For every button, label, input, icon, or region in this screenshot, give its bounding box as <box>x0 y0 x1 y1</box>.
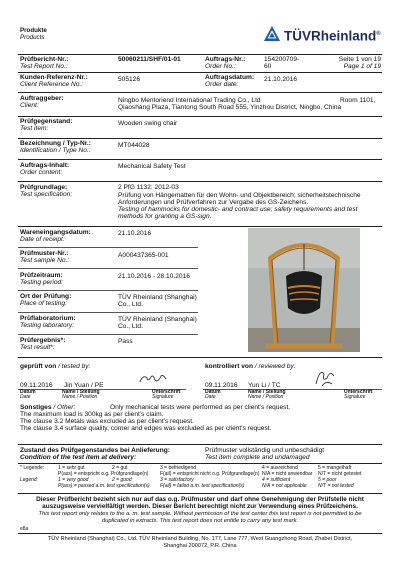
signature-mark-icon <box>138 372 168 386</box>
legend-item: F(ail) = failed a.m. test specification(s) <box>160 483 245 489</box>
client-room: Room 1101, <box>340 97 376 104</box>
order-date-value: 21.10.2016 <box>264 76 298 83</box>
col-name-label-en: Name / Position <box>62 394 98 400</box>
form-code: e8a <box>20 526 29 532</box>
col-signature-label: Unterschrift <box>152 389 181 395</box>
other-label: Sonstiges / Other: <box>20 404 76 411</box>
client-ref-value: 505126 <box>118 76 141 83</box>
order-no-label: Auftrags-Nr.: <box>205 56 246 63</box>
legend-item: 5 = poor <box>318 477 337 483</box>
brand-name: TÜVRheinland® <box>284 28 381 44</box>
legend-item: N/A = nicht anwendbar <box>262 471 313 477</box>
lab-value-1: TÜV Rheinland (Shanghai) <box>118 316 197 323</box>
tested-by-label: geprüft von / tested by: <box>20 363 91 370</box>
legend-item: N/T = nicht getestet <box>318 471 362 477</box>
condition-value: Prüfmuster vollständig und unbeschädigt <box>205 447 325 454</box>
legend-item: 2 = good <box>112 477 132 483</box>
col-date-label-right-en: Date <box>205 394 216 400</box>
condition-label-en: Condition of the test item at delivery: <box>20 454 137 461</box>
order-content-value: Mechanical Safety Test <box>118 163 186 170</box>
reviewed-by-label: kontrolliert von / reviewed by: <box>205 363 296 370</box>
page-number: Seite 1 von 19 <box>338 56 381 63</box>
legend-item: P(ass) = entspricht o.g. Prüfgrundlage(n) <box>58 471 149 477</box>
legend-item: 3 = satisfactory <box>160 477 194 483</box>
col-name-label-right: Name / Stellung <box>248 389 286 395</box>
legend-item: N/A = not applicable <box>262 483 307 489</box>
receipt-label-en: Date of receipt: <box>20 236 65 243</box>
disclaimer-de-1: Dieser Prüfbericht bezieht sich nur auf das o.g. Prüfmuster und darf ohne Genehmigung der Prüfstelle nicht <box>36 496 364 503</box>
lab-label-en: Testing laboratory: <box>20 322 75 329</box>
other-line-2: The maximum load is 300kg as per client's claim. <box>20 411 164 418</box>
test-item-label-en: Test item: <box>20 125 49 132</box>
legend-item: N/T = not tested <box>318 483 354 489</box>
reviewer-name: Yun Li / TC <box>248 382 281 389</box>
order-date-label: Auftragsdatum: <box>205 74 255 81</box>
condition-value-en: Test item complete and undamaged <box>205 454 310 461</box>
other-line-4: The clause 3.4 surface quality, corner and edges was excluded as per client's request. <box>20 425 272 432</box>
order-date-label-en: Order date: <box>205 81 239 88</box>
identification-value: MT044028 <box>118 142 150 149</box>
legend-item: 5 = mangelhaft <box>318 465 352 471</box>
disclaimer-en-2: duplicated in extracts. This test report does not entitle to carry any test mark. <box>101 518 299 524</box>
order-no-label-en: Order No.: <box>205 63 236 70</box>
report-no-label-en: Test Report No.: <box>20 63 68 70</box>
disclaimer-de-2: auszugsweise vervielfältigt werden. Dieser Bericht berechtigt nicht zur Verwendung eines Prüfzeichens. <box>42 503 358 510</box>
col-date-label-en: Date <box>20 394 31 400</box>
identification-label: Bezeichnung / Typ-Nr.: <box>20 140 91 147</box>
legend-item: 1 = sehr gut <box>58 465 85 471</box>
swing-chair-image <box>248 228 360 352</box>
place-label-en: Place of testing: <box>20 300 67 307</box>
client-label: Auftraggeber: <box>20 95 64 102</box>
test-spec-desc-en-2: methods for granting a GS-sign. <box>118 213 212 220</box>
reviewer-date: 09.11.2016 <box>205 382 238 389</box>
place-value-1: TÜV Rheinland (Shanghai) <box>118 294 197 301</box>
test-spec-desc-de-2: Anforderungen und Prüfverfahren zur Vergabe des GS-Zeichens. <box>118 199 309 206</box>
col-date-label: Datum <box>20 389 36 395</box>
order-content-label: Auftrags-Inhalt: <box>20 162 70 169</box>
legend-label-en: Legend: <box>20 477 39 483</box>
test-spec-label-en: Test specification: <box>20 191 73 198</box>
legend-item: P(ass) = passed a.m. test specification(s) <box>58 483 150 489</box>
footer-address-2: Shanghai 200072, P.R. China <box>163 543 237 549</box>
other-line-1: Only mechanical tests were performed as per client's request. <box>110 404 291 411</box>
place-value-2: Co., Ltd. <box>118 301 143 308</box>
col-name-label: Name / Stellung <box>62 389 100 395</box>
legend-item: F(ail) = entspricht nicht o.g. Prüfgrundlage(n) <box>160 471 260 477</box>
legend-label: * Legende: <box>20 465 45 471</box>
legend-item: 4 = sufficient <box>262 477 291 483</box>
test-spec-label: Prüfgrundlage: <box>20 184 68 191</box>
col-date-label-right: Datum <box>205 389 221 395</box>
client-address: Qiaoshang Plaza, Tiantong South Road 555, Yinzhou District, Ningbo, China <box>118 104 342 111</box>
col-signature-label-en: Signature <box>152 394 174 400</box>
sample-label: Prüfmuster-Nr.: <box>20 250 69 257</box>
sample-value: A000437365-001 <box>118 252 169 259</box>
test-item-value: Wooden swing chair <box>118 120 178 127</box>
receipt-value: 21.10.2016 <box>118 230 152 237</box>
report-no-value: 50060211/SHF/01-01 <box>118 56 181 63</box>
lab-label: Prüflaboratorium: <box>20 315 76 322</box>
period-label-en: Testing period: <box>20 279 64 286</box>
report-no-label: Prüfbericht-Nr.: <box>20 56 69 63</box>
condition-label: Zustand des Prüfgegenstandes bei Anlieferung: <box>20 447 170 454</box>
order-no-value-cont: 60 <box>264 63 272 70</box>
col-signature-label-right-en: Signature <box>344 394 366 400</box>
section-title-en: Products <box>20 34 45 41</box>
tuv-triangle-icon <box>263 25 281 43</box>
reviewer-signature <box>312 364 338 395</box>
test-spec-desc-de-1: Prüfung von Hängematten für den Wohn- und Objektbereich; sicherheitstechnische <box>118 192 361 199</box>
test-spec-desc-en-1: Testing of hammocks for domestic- and contract use; safety requirements and test <box>118 206 358 213</box>
client-label-en: Client: <box>20 102 39 109</box>
identification-label-en: Identification / Type No.: <box>20 147 91 154</box>
legend-item: 4 = ausreichend <box>262 465 298 471</box>
lab-value-2: Co., Ltd. <box>118 323 143 330</box>
col-signature-label-right: Unterschrift <box>344 389 373 395</box>
order-content-label-en: Order content: <box>20 169 63 176</box>
receipt-label: Wareneingangsdatum: <box>20 229 91 236</box>
signature-mark-icon <box>312 364 338 390</box>
section-title-de: Produkte <box>20 27 47 34</box>
footer-address-1: TÜV Rheinland (Shanghai) Co., Ltd. TÜV Rheinland Building, No. 177, Lane 777, West Guangzhong Road, Zhabei District, <box>47 536 353 542</box>
result-value: Pass <box>118 338 133 345</box>
client-name: Ningbo Mentoriend International Trading Co., Ltd <box>118 97 261 104</box>
sample-label-en: Test sample No.: <box>20 257 70 264</box>
order-no-value: 154200709- <box>264 56 300 63</box>
tuv-logo <box>263 25 281 48</box>
client-ref-label: Kunden-Referenz-Nr.: <box>20 74 88 81</box>
place-label: Ort der Prüfung: <box>20 293 72 300</box>
test-item-label: Prüfgegenstand: <box>20 118 73 125</box>
tester-date: 09.11.2016 <box>20 382 53 389</box>
col-name-label-right-en: Name / Position <box>248 394 284 400</box>
legend-item: 3 = befriedigend <box>160 465 197 471</box>
disclaimer-en-1: This test report only relates to the a. m. test sample. Without permission of the test center this test report is not permitted to be <box>38 511 362 517</box>
result-label: Prüfergebnis*: <box>20 337 66 344</box>
result-label-en: Test result*: <box>20 344 55 351</box>
test-spec-standard: 2 PfG 1132: 2012-03 <box>118 184 179 191</box>
product-photo <box>248 228 360 352</box>
page-number-en: Page 1 of 19 <box>343 63 381 70</box>
legend-item: 1 = very good <box>58 477 89 483</box>
legend-item: 2 = gut <box>112 465 128 471</box>
period-label: Prüfzeitraum: <box>20 272 63 279</box>
period-value: 21.10.2016 - 28.10.2016 <box>118 273 190 280</box>
tester-name: Jin Yuan / PE <box>64 382 104 389</box>
other-line-3: The clause 3.2 Metals was excluded as per client's request. <box>20 418 194 425</box>
client-ref-label-en: Client Reference No.: <box>20 81 84 88</box>
